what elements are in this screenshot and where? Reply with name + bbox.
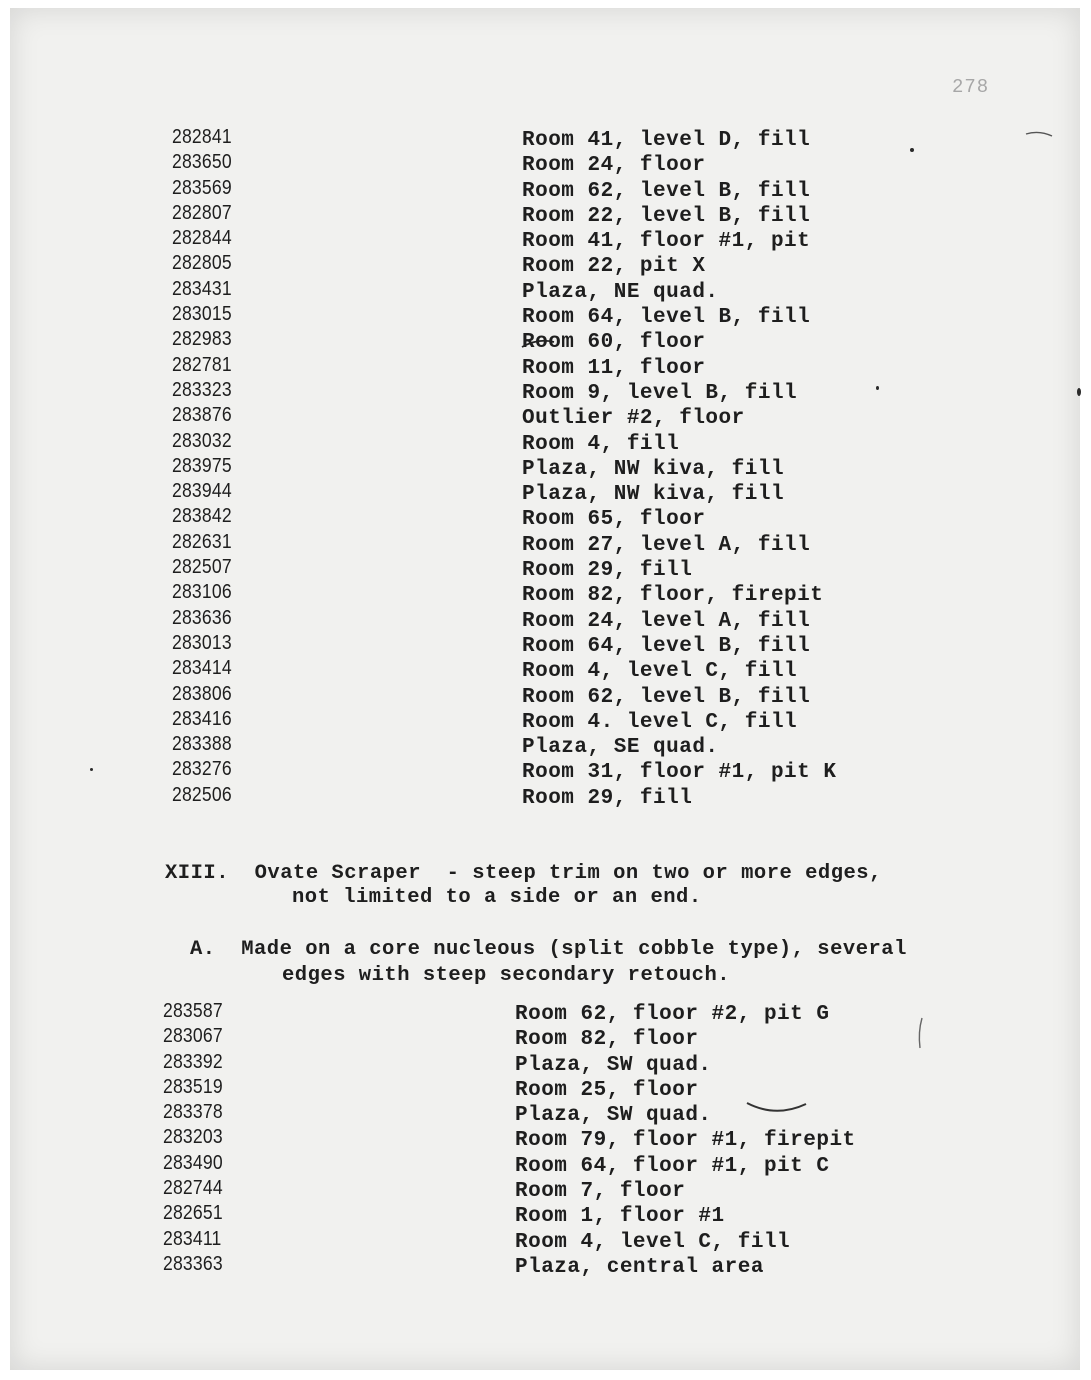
provenience: Room 7, floor [515, 1180, 686, 1204]
provenience: Room 25, floor [515, 1078, 699, 1102]
pen-mark [520, 336, 556, 350]
catalog-number: 283388 [172, 733, 232, 756]
catalog-number: 283842 [172, 505, 232, 528]
catalog-number: 283975 [172, 454, 232, 477]
catalog-number: 283569 [172, 176, 232, 199]
provenience: Room 64, level B, fill [522, 306, 811, 330]
provenience: Plaza, SE quad. [522, 736, 719, 760]
provenience: Room 65, floor [522, 508, 706, 532]
catalog-number: 283203 [163, 1126, 223, 1149]
scan-speck [1077, 388, 1081, 396]
catalog-number: 283587 [163, 1000, 223, 1022]
provenience: Room 82, floor [515, 1028, 699, 1052]
scan-speck [910, 148, 914, 152]
catalog-number: 283431 [172, 277, 232, 300]
provenience: Room 1, floor #1 [515, 1205, 725, 1229]
provenience: Room 4, level C, fill [515, 1230, 791, 1254]
provenience: Room 62, level B, fill [522, 685, 811, 709]
provenience: Plaza, SW quad. [515, 1053, 712, 1077]
provenience: Room 62, level B, fill [522, 179, 811, 203]
catalog-number: 282744 [163, 1177, 223, 1200]
catalog-number: 283416 [172, 707, 232, 730]
catalog-number: 282844 [172, 227, 232, 250]
catalog-number: 283032 [172, 429, 232, 452]
catalog-number: 283015 [172, 303, 232, 326]
catalog-number: 282507 [172, 556, 232, 579]
catalog-number: 283323 [172, 378, 232, 401]
provenience: Plaza, SW quad. [515, 1104, 712, 1128]
scan-speck [90, 768, 93, 771]
catalog-number: 283363 [163, 1252, 223, 1275]
pen-mark [1024, 126, 1054, 142]
provenience: Room 24, floor [522, 154, 706, 178]
provenience: Room 62, floor #2, pit G [515, 1003, 830, 1026]
provenience: Room 4, fill [522, 432, 680, 456]
catalog-number: 282983 [172, 328, 232, 351]
catalog-number: 283106 [172, 581, 232, 604]
provenience: Room 29, fill [522, 559, 693, 583]
catalog-number: 282805 [172, 252, 232, 275]
provenience: Room 9, level B, fill [522, 381, 798, 405]
provenience: Plaza, central area [515, 1255, 764, 1279]
provenience: Room 79, floor #1, firepit [515, 1129, 856, 1153]
provenience: Plaza, NW kiva, fill [522, 457, 785, 481]
scan-speck [876, 386, 879, 390]
pen-mark [914, 1016, 926, 1050]
catalog-number: 283944 [172, 480, 232, 503]
provenience: Plaza, NE quad. [522, 280, 719, 304]
pen-mark [744, 1098, 810, 1118]
provenience: Room 60, floor [522, 331, 706, 355]
catalog-number: 283806 [172, 682, 232, 705]
catalog-number: 283392 [163, 1050, 223, 1073]
catalog-number: 283490 [163, 1151, 223, 1174]
catalog-number: 283519 [163, 1075, 223, 1098]
provenience: Room 22, level B, fill [522, 204, 811, 228]
provenience: Room 41, level D, fill [522, 129, 811, 152]
provenience: Outlier #2, floor [522, 407, 745, 431]
provenience: Room 11, floor [522, 356, 706, 380]
section-xiii-heading: XIII. Ovate Scraper - steep trim on two or more edges, [165, 862, 882, 885]
subsection-a-heading-continued: edges with steep secondary retouch. [282, 964, 731, 987]
provenience: Room 29, fill [522, 786, 693, 810]
provenience: Room 27, level A, fill [522, 533, 811, 557]
catalog-number: 282631 [172, 530, 232, 553]
provenience: Plaza, NW kiva, fill [522, 483, 785, 507]
catalog-number: 283013 [172, 631, 232, 654]
catalog-number: 283067 [163, 1025, 223, 1048]
provenience: Room 64, floor #1, pit C [515, 1154, 830, 1178]
page-number: 278 [952, 76, 990, 98]
catalog-number: 282841 [172, 126, 232, 148]
catalog-number: 282506 [172, 783, 232, 806]
catalog-number: 283876 [172, 404, 232, 427]
catalog-number: 282807 [172, 201, 232, 224]
provenience: Room 64, level B, fill [522, 634, 811, 658]
provenience: Room 31, floor #1, pit K [522, 761, 837, 785]
provenience: Room 41, floor #1, pit [522, 230, 811, 254]
provenience: Room 22, pit X [522, 255, 706, 279]
catalog-number: 282651 [163, 1202, 223, 1225]
catalog-number: 283378 [163, 1101, 223, 1124]
subsection-a-heading: A. Made on a core nucleous (split cobble type), several [190, 938, 907, 961]
provenience: Room 24, level A, fill [522, 609, 811, 633]
provenience: Room 4, level C, fill [522, 660, 798, 684]
catalog-number: 283411 [163, 1227, 222, 1250]
catalog-number: 283414 [172, 657, 232, 680]
provenience: Room 4. level C, fill [522, 710, 798, 734]
section-xiii-heading-continued: not limited to a side or an end. [292, 886, 702, 909]
catalog-number: 282781 [172, 353, 232, 376]
catalog-number: 283636 [172, 606, 232, 629]
catalog-number: 283276 [172, 758, 232, 781]
catalog-number: 283650 [172, 151, 232, 174]
provenience: Room 82, floor, firepit [522, 584, 824, 608]
